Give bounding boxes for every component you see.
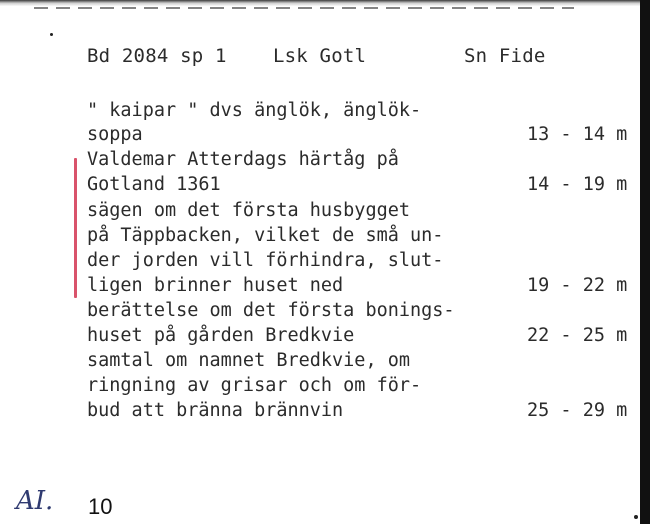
time-range: 14 - 19 m	[527, 174, 628, 195]
content-line: " kaipar " dvs änglök, änglök-	[87, 100, 422, 121]
right-edge-shadow	[640, 0, 650, 524]
handwritten-initials: AI.	[16, 486, 54, 516]
content-line: der jorden vill förhindra, slut-	[87, 250, 444, 271]
content-line: Gotland 1361	[87, 174, 221, 195]
archive-reference: Bd 2084 sp 1	[87, 45, 227, 67]
content-line: huset på gården Bredkvie	[87, 325, 355, 346]
content-line: bud att bränna brännvin	[87, 400, 344, 421]
ink-dot	[50, 33, 53, 36]
content-line: ligen brinner huset ned	[87, 275, 344, 296]
parish: Sn Fide	[464, 45, 546, 67]
time-range: 22 - 25 m	[527, 325, 628, 346]
content-line: på Täppbacken, vilket de små un-	[87, 225, 444, 246]
time-range: 19 - 22 m	[527, 275, 628, 296]
province: Lsk Gotl	[273, 45, 367, 67]
content-line: samtal om namnet Bredkvie, om	[87, 350, 411, 371]
card-number: 10	[88, 494, 113, 519]
red-margin-mark	[74, 158, 77, 298]
time-range: 13 - 14 m	[527, 124, 628, 145]
content-line: ringning av grisar och om för-	[87, 375, 422, 396]
content-line: sägen om det första husbygget	[87, 200, 411, 221]
time-range: 25 - 29 m	[527, 400, 628, 421]
content-line: berättelse om det första bonings-	[87, 300, 455, 321]
content-line: soppa	[87, 124, 143, 145]
content-line: Valdemar Atterdags härtåg på	[87, 149, 399, 170]
perforation-line	[34, 7, 574, 9]
ink-dot	[634, 515, 638, 519]
